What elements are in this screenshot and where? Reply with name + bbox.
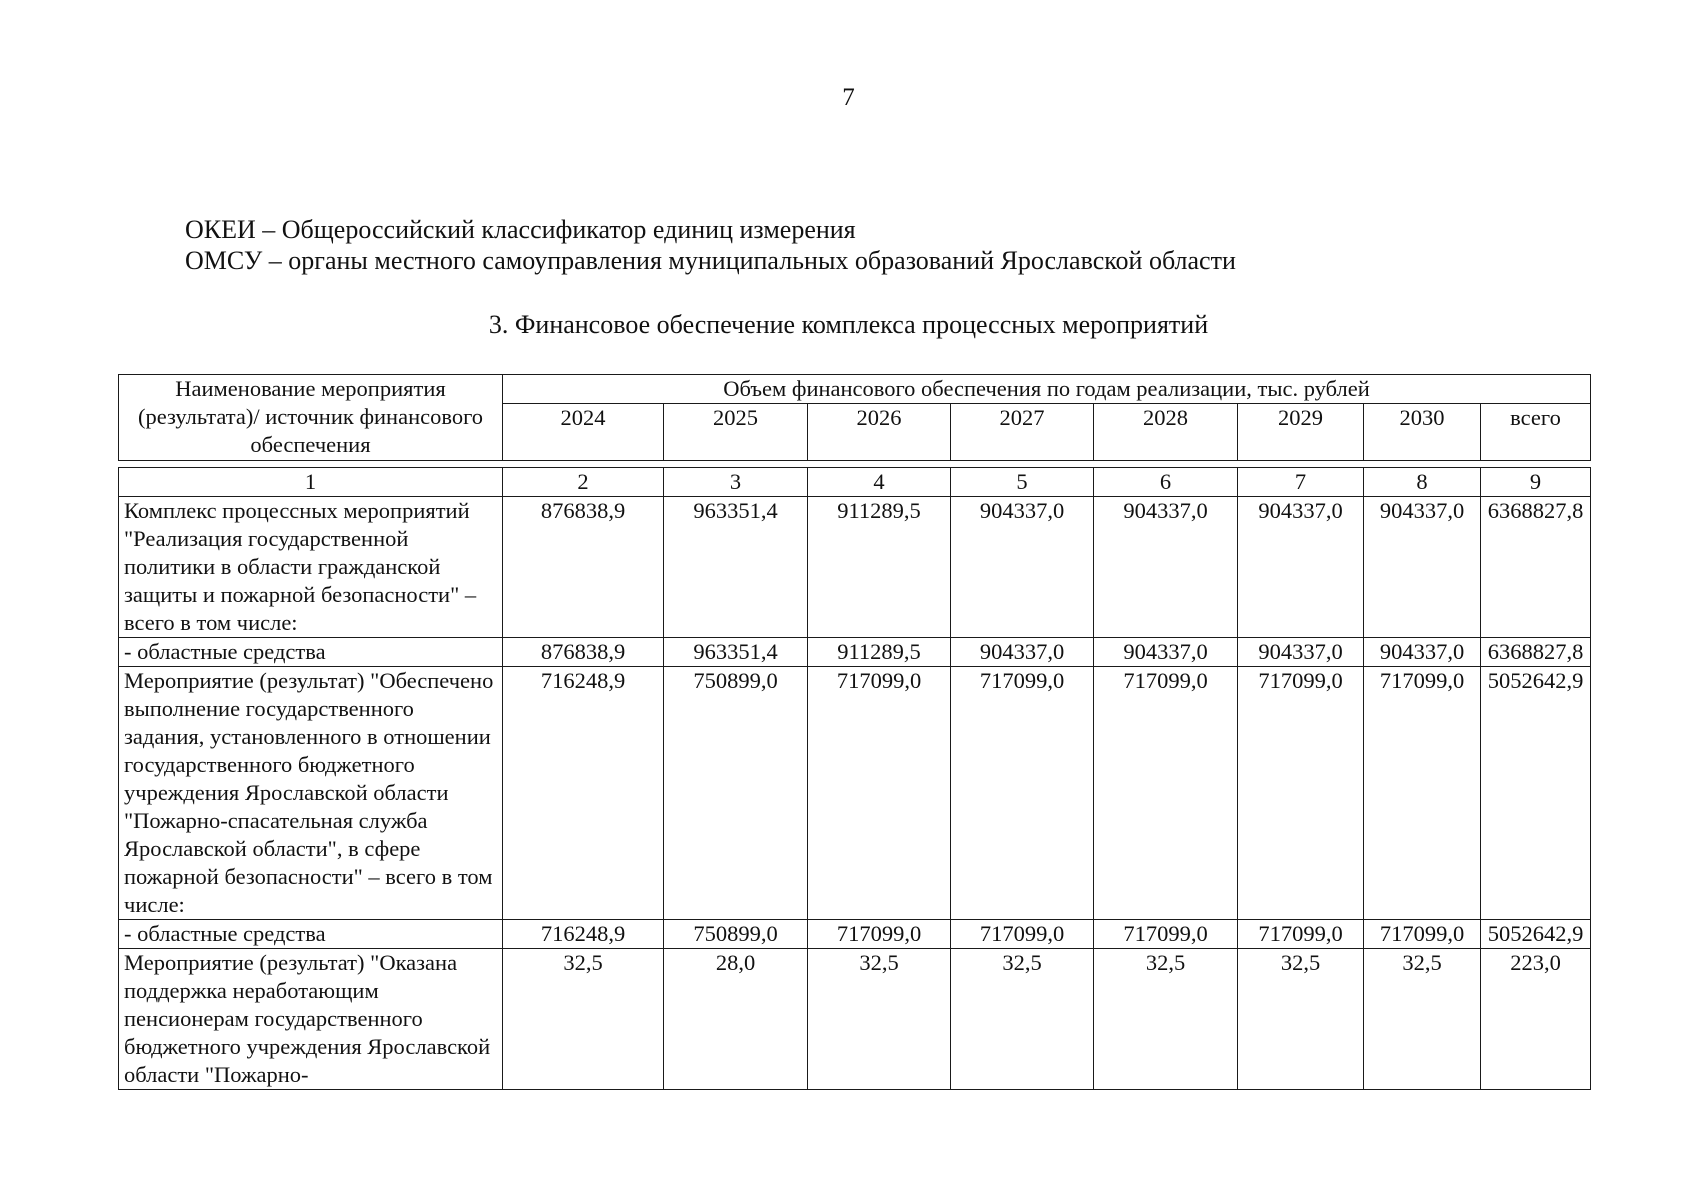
total-cell: 6368827,8 bbox=[1481, 497, 1591, 638]
value-cell: 716248,9 bbox=[503, 667, 664, 920]
year-header: 2024 bbox=[503, 404, 664, 461]
abbreviation-okei: ОКЕИ – Общероссийский классификатор единиц измерения bbox=[185, 215, 856, 244]
row-name: - областные средства bbox=[119, 638, 503, 667]
table-row bbox=[119, 920, 1591, 949]
value-cell: 904337,0 bbox=[1094, 638, 1238, 667]
total-cell: 223,0 bbox=[1481, 949, 1591, 1090]
value-cell: 717099,0 bbox=[951, 920, 1094, 949]
column-number: 4 bbox=[808, 468, 951, 497]
row-name: Комплекс процессных мероприятий "Реализация государственной политики в области гражданской защиты и пожарной безопасности" – всего в том числе: bbox=[119, 497, 503, 638]
value-cell: 904337,0 bbox=[951, 497, 1094, 638]
value-cell: 904337,0 bbox=[1364, 638, 1481, 667]
total-cell: 5052642,9 bbox=[1481, 667, 1591, 920]
table-row bbox=[119, 667, 1591, 920]
value-cell: 717099,0 bbox=[1094, 667, 1238, 920]
value-cell: 904337,0 bbox=[1094, 497, 1238, 638]
year-header: 2030 bbox=[1364, 404, 1481, 461]
year-header: 2026 bbox=[808, 404, 951, 461]
value-cell: 717099,0 bbox=[1238, 667, 1364, 920]
column-number: 2 bbox=[503, 468, 664, 497]
value-cell: 717099,0 bbox=[951, 667, 1094, 920]
value-cell: 32,5 bbox=[1094, 949, 1238, 1090]
value-cell: 716248,9 bbox=[503, 920, 664, 949]
column-number: 3 bbox=[664, 468, 808, 497]
value-cell: 32,5 bbox=[951, 949, 1094, 1090]
year-header: 2027 bbox=[951, 404, 1094, 461]
value-cell: 963351,4 bbox=[664, 638, 808, 667]
value-cell: 28,0 bbox=[664, 949, 808, 1090]
value-cell: 717099,0 bbox=[1364, 667, 1481, 920]
total-header: всего bbox=[1481, 404, 1591, 461]
total-cell: 5052642,9 bbox=[1481, 920, 1591, 949]
value-cell: 32,5 bbox=[503, 949, 664, 1090]
value-cell: 904337,0 bbox=[1238, 638, 1364, 667]
value-cell: 717099,0 bbox=[808, 920, 951, 949]
value-cell: 904337,0 bbox=[1364, 497, 1481, 638]
column-number: 7 bbox=[1238, 468, 1364, 497]
header-name-cell: Наименование мероприятия (результата)/ источник финансового обеспечения bbox=[119, 375, 503, 461]
row-name: Мероприятие (результат) "Оказана поддержка неработающим пенсионерам государственного бюджетного учреждения Ярославской области "Пожарно- bbox=[119, 949, 503, 1090]
header-gap bbox=[119, 461, 1591, 468]
column-number: 5 bbox=[951, 468, 1094, 497]
value-cell: 904337,0 bbox=[951, 638, 1094, 667]
value-cell: 717099,0 bbox=[1364, 920, 1481, 949]
value-cell: 876838,9 bbox=[503, 638, 664, 667]
abbreviation-omsu: ОМСУ – органы местного самоуправления муниципальных образований Ярославской области bbox=[185, 246, 1236, 275]
value-cell: 904337,0 bbox=[1238, 497, 1364, 638]
row-name: - областные средства bbox=[119, 920, 503, 949]
value-cell: 911289,5 bbox=[808, 638, 951, 667]
column-number: 8 bbox=[1364, 468, 1481, 497]
column-number-row bbox=[119, 468, 1591, 497]
table-row bbox=[119, 497, 1591, 638]
page-number: 7 bbox=[842, 84, 855, 111]
column-number: 9 bbox=[1481, 468, 1591, 497]
table-row bbox=[119, 638, 1591, 667]
row-name: Мероприятие (результат) "Обеспечено выполнение государственного задания, установленного в отношении государственного бюджетного учреждения Ярославской области "Пожарно-спасательная служба Ярославской области", в сфере пожарной безопасности" – всего в том числе: bbox=[119, 667, 503, 920]
value-cell: 32,5 bbox=[808, 949, 951, 1090]
value-cell: 717099,0 bbox=[808, 667, 951, 920]
value-cell: 717099,0 bbox=[1238, 920, 1364, 949]
total-cell: 6368827,8 bbox=[1481, 638, 1591, 667]
value-cell: 876838,9 bbox=[503, 497, 664, 638]
value-cell: 717099,0 bbox=[1094, 920, 1238, 949]
abbreviations bbox=[185, 214, 1236, 276]
value-cell: 750899,0 bbox=[664, 920, 808, 949]
table-row bbox=[119, 949, 1591, 1090]
value-cell: 911289,5 bbox=[808, 497, 951, 638]
header-group-cell: Объем финансового обеспечения по годам реализации, тыс. рублей bbox=[503, 375, 1591, 404]
value-cell: 963351,4 bbox=[664, 497, 808, 638]
year-header: 2028 bbox=[1094, 404, 1238, 461]
value-cell: 32,5 bbox=[1364, 949, 1481, 1090]
year-header: 2029 bbox=[1238, 404, 1364, 461]
value-cell: 750899,0 bbox=[664, 667, 808, 920]
section-title: 3. Финансовое обеспечение комплекса процессных мероприятий bbox=[488, 310, 1209, 339]
column-number: 6 bbox=[1094, 468, 1238, 497]
year-header: 2025 bbox=[664, 404, 808, 461]
column-number: 1 bbox=[119, 468, 503, 497]
value-cell: 32,5 bbox=[1238, 949, 1364, 1090]
table-header-row bbox=[119, 375, 1591, 404]
financing-table bbox=[118, 374, 1591, 1090]
